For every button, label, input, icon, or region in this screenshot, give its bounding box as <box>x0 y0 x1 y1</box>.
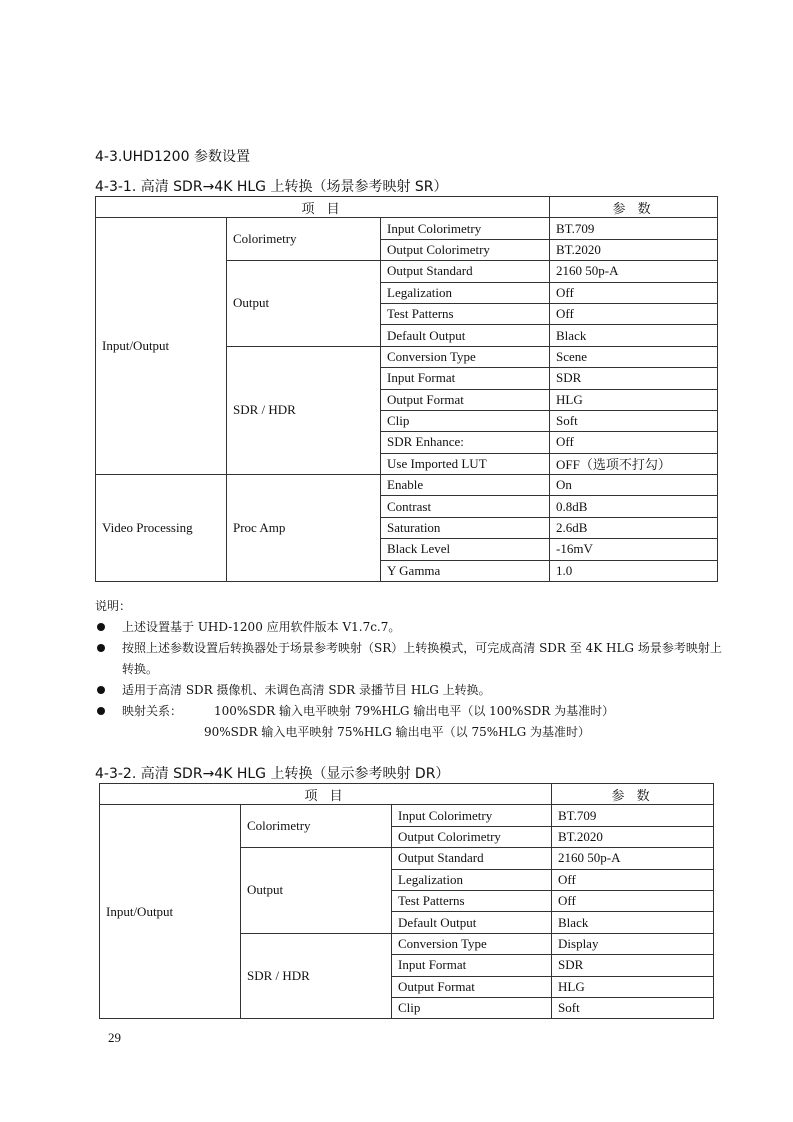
param-label: Conversion Type <box>392 933 552 954</box>
param-value: Black <box>550 325 718 346</box>
subgroup-cell: Colorimetry <box>241 805 392 848</box>
param-value: Off <box>552 869 714 890</box>
param-label: Input Colorimetry <box>392 805 552 826</box>
subgroup-cell: SDR / HDR <box>241 933 392 1019</box>
param-value: Black <box>552 912 714 933</box>
param-value: Off <box>552 890 714 911</box>
param-label: Use Imported LUT <box>381 453 550 474</box>
param-value: Soft <box>552 997 714 1018</box>
param-label: Clip <box>381 410 550 431</box>
table2-title: 4-3-2. 高清 SDR→4K HLG 上转换（显示参考映射 DR） <box>95 766 450 782</box>
bullet-icon <box>97 644 105 652</box>
param-value: Off <box>550 282 718 303</box>
bullet-icon <box>97 686 105 694</box>
section-title: 4-3.UHD1200 参数设置 <box>95 149 250 165</box>
param-value: On <box>550 475 718 496</box>
table-row <box>96 475 718 496</box>
param-label: Legalization <box>392 869 552 890</box>
header-item: 项 目 <box>100 784 552 805</box>
param-label: Y Gamma <box>381 560 550 581</box>
param-label: Output Colorimetry <box>381 239 550 260</box>
param-label: Legalization <box>381 282 550 303</box>
param-value: 0.8dB <box>550 496 718 517</box>
notes-label: 说明： <box>95 599 132 613</box>
param-label: Output Format <box>381 389 550 410</box>
param-label: Black Level <box>381 539 550 560</box>
mapping-line-1: 100%SDR 输入电平映射 79%HLG 输出电平（以 100%SDR 为基准时） <box>214 704 615 718</box>
param-value: SDR <box>550 368 718 389</box>
header-param: 参 数 <box>552 784 714 805</box>
param-label: Test Patterns <box>392 890 552 911</box>
param-label: Input Format <box>392 955 552 976</box>
param-label: Default Output <box>392 912 552 933</box>
param-value: 2160 50p-A <box>550 261 718 282</box>
param-value: HLG <box>550 389 718 410</box>
header-row <box>96 197 718 218</box>
subgroup-cell: SDR / HDR <box>227 346 381 474</box>
param-value: BT.2020 <box>550 239 718 260</box>
param-label: Clip <box>392 997 552 1018</box>
mapping-line-2: 90%SDR 输入电平映射 75%HLG 输出电平（以 75%HLG 为基准时） <box>204 725 591 739</box>
param-value: SDR <box>552 955 714 976</box>
bullet-icon <box>97 707 105 715</box>
param-value: Soft <box>550 410 718 431</box>
param-label: Enable <box>381 475 550 496</box>
param-label: Default Output <box>381 325 550 346</box>
note-item: 上述设置基于 UHD-1200 应用软件版本 V1.7c.7。 <box>95 617 725 638</box>
subgroup-cell: Proc Amp <box>227 475 381 582</box>
group-cell: Input/Output <box>96 218 227 475</box>
param-label: Output Standard <box>381 261 550 282</box>
table1-title: 4-3-1. 高清 SDR→4K HLG 上转换（场景参考映射 SR） <box>95 179 448 195</box>
group-cell: Video Processing <box>96 475 227 582</box>
table-row <box>96 218 718 239</box>
param-label: Contrast <box>381 496 550 517</box>
param-label: Test Patterns <box>381 303 550 324</box>
param-label: Input Format <box>381 368 550 389</box>
subgroup-cell: Output <box>227 261 381 347</box>
param-value: Off <box>550 303 718 324</box>
param-value: OFF（选项不打勾） <box>550 453 718 474</box>
bullet-icon <box>97 623 105 631</box>
header-item: 项 目 <box>96 197 550 218</box>
param-value: Scene <box>550 346 718 367</box>
param-value: BT.2020 <box>552 826 714 847</box>
param-label: Output Colorimetry <box>392 826 552 847</box>
param-label: Input Colorimetry <box>381 218 550 239</box>
note-mapping <box>95 701 725 743</box>
group-cell: Input/Output <box>100 805 241 1019</box>
param-value: -16mV <box>550 539 718 560</box>
param-value: 1.0 <box>550 560 718 581</box>
note-item: 适用于高清 SDR 摄像机、未调色高清 SDR 录播节目 HLG 上转换。 <box>95 680 725 701</box>
param-value: BT.709 <box>552 805 714 826</box>
subgroup-cell: Colorimetry <box>227 218 381 261</box>
param-label: Conversion Type <box>381 346 550 367</box>
settings-table-sr <box>95 196 718 582</box>
param-label: Output Standard <box>392 848 552 869</box>
mapping-prefix: 映射关系： <box>122 704 183 718</box>
param-value: Display <box>552 933 714 954</box>
param-value: 2.6dB <box>550 517 718 538</box>
param-label: Saturation <box>381 517 550 538</box>
table-row <box>100 805 714 826</box>
settings-table-dr <box>99 783 714 1019</box>
param-value: 2160 50p-A <box>552 848 714 869</box>
header-param: 参 数 <box>550 197 718 218</box>
param-label: SDR Enhance: <box>381 432 550 453</box>
notes-section <box>95 596 725 743</box>
header-row <box>100 784 714 805</box>
param-value: HLG <box>552 976 714 997</box>
subgroup-cell: Output <box>241 848 392 934</box>
page-number: 29 <box>108 1030 121 1045</box>
param-value: Off <box>550 432 718 453</box>
note-item: 按照上述参数设置后转换器处于场景参考映射（SR）上转换模式，可完成高清 SDR 至 4K HLG 场景参考映射上转换。 <box>95 638 725 680</box>
param-label: Output Format <box>392 976 552 997</box>
param-value: BT.709 <box>550 218 718 239</box>
